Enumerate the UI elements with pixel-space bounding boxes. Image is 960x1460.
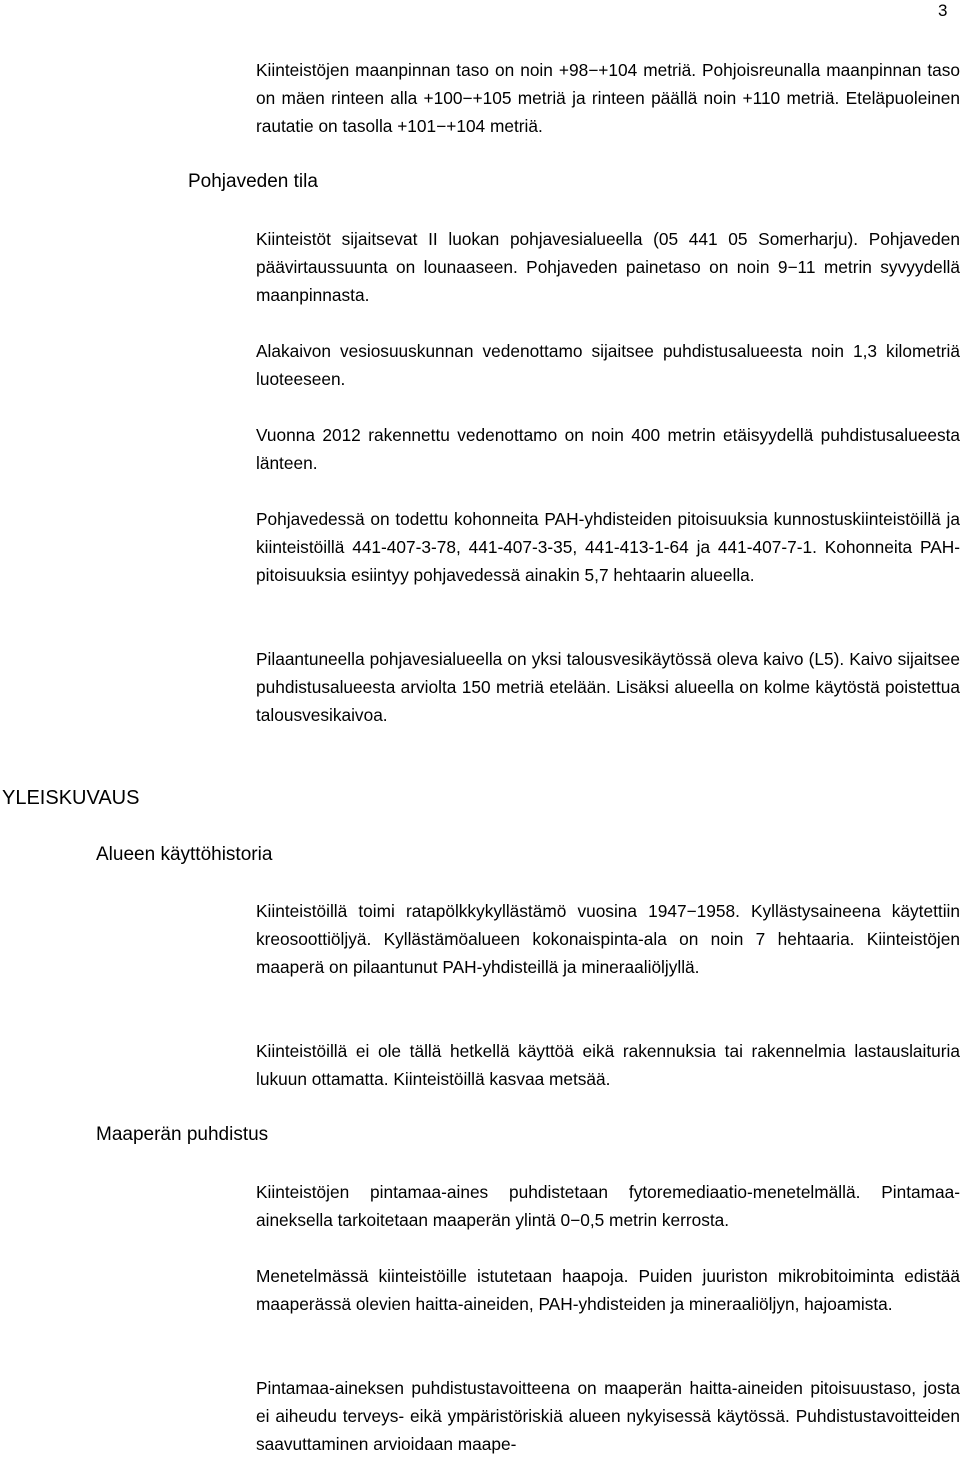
paragraph-historia-1: Kiinteistöillä toimi ratapölkkykyllästämö vuosina 1947−1958. Kyllästysaineena käytettiin kreosoottiöljyä. Kyllästämöalueen kokonaispinta-ala on noin 7 hehtaaria. Kiinteistöjen maaperä on pilaantunut PAH-yhdisteillä ja mineraaliöljyllä. <box>256 901 960 977</box>
paragraph-puhdistus-2: Menetelmässä kiinteistöille istutetaan haapoja. Puiden juuriston mikrobitoiminta edistää maaperässä olevien haitta-aineiden, PAH-yhdisteiden ja mineraaliöljyn, hajoamista. <box>256 1266 960 1314</box>
heading-maaperan-puhdistus: Maaperän puhdistus <box>96 1124 269 1145</box>
paragraph-pohjavesi-4: Pohjavedessä on todettu kohonneita PAH-yhdisteiden pitoisuuksia kunnostuskiinteistöillä ja kiinteistöillä 441-407-3-78, 441-407-3-35, 441-413-1-64 ja 441-407-7-1. Kohonneita PAH-pitoisuuksia esiintyy pohjavedessä ainakin 5,7 hehtaarin alueella. <box>256 509 960 585</box>
paragraph-puhdistus-1: Kiinteistöjen pintamaa-aines puhdistetaan fytoremediaatio-menetelmällä. Pintamaa-aineksella tarkoitetaan maaperän ylintä 0−0,5 metrin kerrosta. <box>256 1182 960 1230</box>
paragraph-pohjavesi-1: Kiinteistöt sijaitsevat II luokan pohjavesialueella (05 441 05 Somerharju). Pohjaveden päävirtaussuunta on lounaaseen. Pohjaveden painetaso on noin 9−11 metrin syvyydellä maanpinnasta. <box>256 229 960 305</box>
paragraph-pohjavesi-5: Pilaantuneella pohjavesialueella on yksi talousvesikäytössä oleva kaivo (L5). Kaivo sijaitsee puhdistusalueesta arviolta 150 metriä etelään. Lisäksi alueella on kolme käytöstä poistettua talousvesikaivoa. <box>256 649 960 725</box>
paragraph-historia-2: Kiinteistöillä ei ole tällä hetkellä käyttöä eikä rakennuksia tai rakennelmia lastauslaituria lukuun ottamatta. Kiinteistöillä kasvaa metsää. <box>256 1041 960 1089</box>
heading-alueen-kayttohistoria: Alueen käyttöhistoria <box>96 844 273 865</box>
paragraph-intro: Kiinteistöjen maanpinnan taso on noin +98−+104 metriä. Pohjoisreunalla maanpinnan taso on mäen rinteen alla +100−+105 metriä ja rinteen päällä noin +110 metriä. Eteläpuoleinen rautatie on tasolla +101−+104 metriä. <box>256 60 960 136</box>
heading-yleiskuvaus: YLEISKUVAUS <box>2 787 140 809</box>
heading-pohjaveden-tila: Pohjaveden tila <box>188 171 318 192</box>
page-number: 3 <box>938 1 948 20</box>
paragraph-pohjavesi-3: Vuonna 2012 rakennettu vedenottamo on noin 400 metrin etäisyydellä puhdistusalueesta länteen. <box>256 425 960 473</box>
paragraph-pohjavesi-2: Alakaivon vesiosuuskunnan vedenottamo sijaitsee puhdistusalueesta noin 1,3 kilometriä luoteeseen. <box>256 341 960 389</box>
paragraph-puhdistus-3: Pintamaa-aineksen puhdistustavoitteena on maaperän haitta-aineiden pitoisuustaso, josta ei aiheudu terveys- eikä ympäristöriskiä alueen nykyisessä käytössä. Puhdistustavoitteiden saavuttaminen arvioidaan maape- <box>256 1378 960 1454</box>
